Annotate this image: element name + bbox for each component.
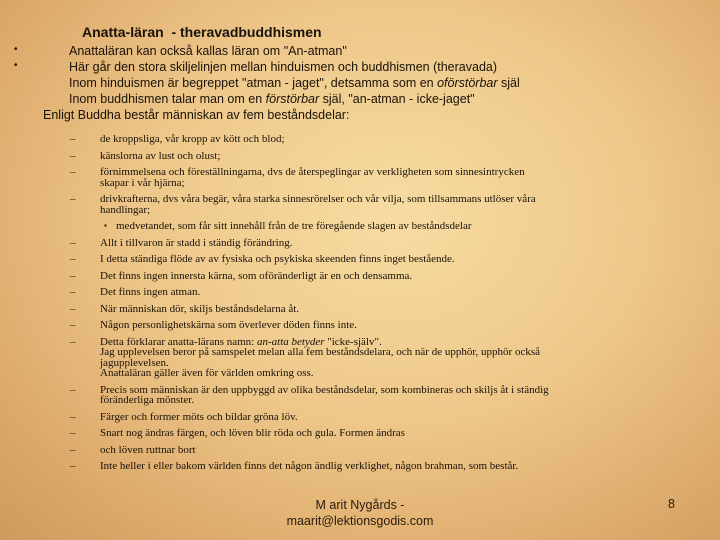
dash-icon: – — [70, 166, 76, 178]
hinduism-text-end: själ — [497, 76, 520, 90]
list-item — [70, 385, 690, 406]
list-item-text: känslorna av lust och olust; — [100, 149, 221, 162]
list-item-continuation: handlingar; — [100, 203, 151, 216]
list-item-continuation: föränderliga mönster. — [100, 394, 195, 406]
footer-author-name: M arit Nygårds - — [315, 498, 405, 512]
dash-icon: – — [70, 236, 76, 249]
list-item — [70, 271, 690, 282]
dash-icon: – — [70, 410, 76, 423]
list-item-text: de kroppsliga, vår kropp av kött och blod; — [100, 133, 285, 145]
dash-icon: – — [70, 253, 76, 265]
buddhism-text-end: själ, "an-atman - icke-jaget" — [319, 92, 475, 106]
intro-lead: Enligt Buddha består människan av fem beståndsdelar: — [43, 108, 350, 122]
explain-continuation-1: Jag upplevelsen beror på samspelet melan alla fem beståndsdelara, och när de upphör, upphör också — [100, 346, 541, 358]
dash-icon: – — [70, 149, 76, 162]
list-item-text: Snart nog ändras färgen, och löven blir röda och gula. Formen ändras — [100, 427, 405, 439]
slide-title: Anatta-läran - theravadbuddhismen — [82, 24, 322, 40]
explain-emphasis: an-atta betyder — [256, 335, 325, 348]
dash-icon: – — [70, 460, 76, 472]
list-item-continuation: skapar i vår hjärna; — [100, 176, 185, 189]
dash-icon: – — [70, 319, 76, 331]
explain-continuation-3: Anattaläran gäller även för världen omkring oss. — [100, 367, 314, 379]
list-item-text: Det finns ingen innersta kärna, som oföränderligt är en och densamma. — [100, 269, 413, 282]
intro-bullet-2-text: Här går den stora skiljelinjen mellan hinduismen och buddhismen (theravada) — [69, 60, 498, 74]
list-item-text: När människan dör, skiljs beståndsdelarna åt. — [100, 302, 300, 315]
bullet-dot-icon: • — [14, 44, 18, 55]
list-item — [70, 320, 690, 331]
list-item-text: Inte heller i eller bakom världen finns det någon ändlig verklighet, någon brahman, som består. — [100, 460, 519, 472]
dash-icon: – — [70, 443, 76, 456]
buddhism-text: Inom buddhismen talar man om en — [69, 92, 266, 106]
list-item — [70, 151, 690, 162]
page-number: 8 — [668, 497, 675, 511]
sub-list-item-text: medvetandet, som får sitt innehåll från de tre föregående slagen av beståndsdelar — [116, 220, 472, 232]
dash-icon: – — [70, 133, 76, 145]
list-item-text: Det finns ingen atman. — [100, 286, 201, 298]
component-list — [70, 134, 690, 478]
list-item — [70, 428, 690, 439]
bullet-dot-icon: • — [14, 60, 18, 71]
bullet-dot-icon: ▪ — [104, 221, 107, 230]
list-item-text: drivkrafterna, dvs våra begär, våra starka sinnesrörelser och vår vilja, som tillsammans utlöser våra — [100, 193, 536, 205]
dash-icon: – — [70, 383, 76, 396]
intro-buddhism-line — [69, 92, 475, 106]
list-item — [70, 254, 690, 265]
list-item — [70, 194, 690, 215]
list-item — [70, 412, 690, 423]
list-item-text: och löven ruttnar bort — [100, 443, 196, 456]
dash-icon: – — [70, 269, 76, 282]
list-item-text: Någon personlighetskärna som överlever döden finns inte. — [100, 319, 357, 331]
list-item — [70, 445, 690, 456]
intro-hinduism-line — [69, 76, 520, 90]
list-item — [70, 287, 690, 298]
list-item-text: Precis som människan är den uppbyggd av olika beståndsdelar, som kombineras och skiljs åt i ständig — [100, 383, 549, 396]
dash-icon: – — [70, 193, 76, 205]
explain-continuation-2: jagupplevelsen. — [100, 356, 169, 369]
footer-email: maarit@lektionsgodis.com — [286, 514, 434, 528]
explain-text-end: "icke-själv". — [324, 335, 382, 348]
list-item-text: Färger och former möts och bildar gröna löv. — [100, 410, 298, 423]
footer-author — [250, 497, 470, 529]
list-item — [70, 167, 690, 188]
buddhism-emphasis: förstörbar — [265, 92, 320, 106]
list-item — [70, 461, 690, 472]
dash-icon: – — [70, 335, 76, 348]
list-item — [70, 304, 690, 315]
list-item-explanation — [70, 337, 690, 379]
list-item-text: förnimmelsena och föreställningarna, dvs de återspeglingar av verkligheten som sinnesintrycken — [100, 166, 525, 178]
sub-list-item — [70, 221, 690, 232]
hinduism-emphasis: oförstörbar — [437, 76, 498, 90]
dash-icon: – — [70, 302, 76, 315]
dash-icon: – — [70, 286, 76, 298]
intro-bullet-1-text: Anattaläran kan också kallas läran om "An-atman" — [69, 44, 347, 58]
list-item — [70, 134, 690, 145]
explain-text: Detta förklarar anatta-lärans namn: — [100, 335, 257, 348]
list-item-text: I detta ständiga flöde av av fysiska och psykiska skeenden finns inget bestående. — [100, 253, 455, 265]
list-item — [70, 238, 690, 249]
hinduism-text: Inom hinduismen är begreppet "atman - jaget", detsamma som en — [69, 76, 438, 90]
list-item-text: Allt i tillvaron är stadd i ständig förändring. — [100, 236, 293, 249]
dash-icon: – — [70, 427, 76, 439]
